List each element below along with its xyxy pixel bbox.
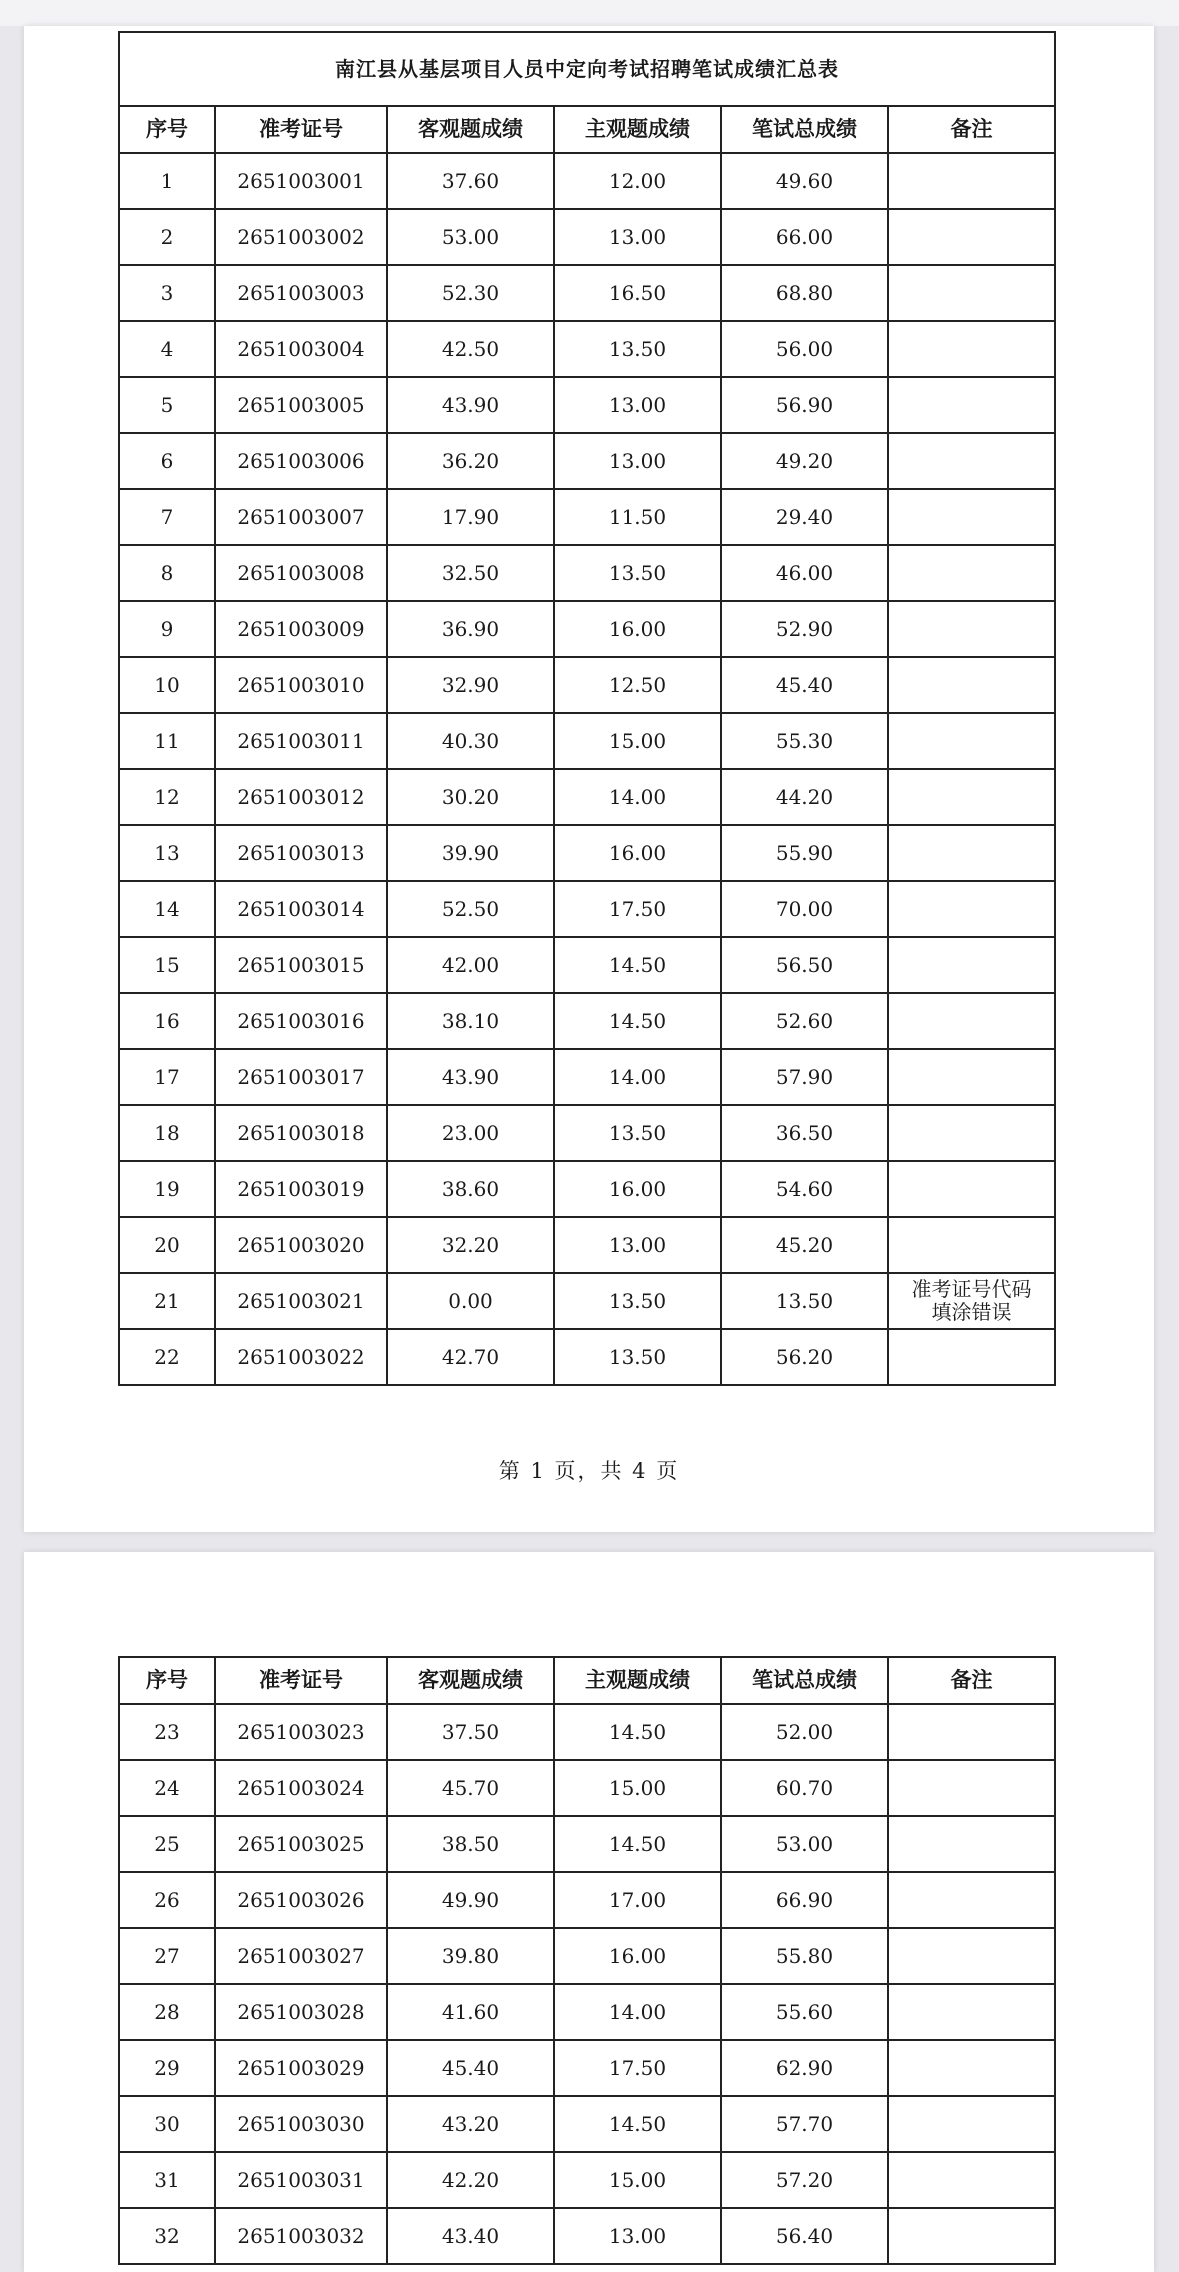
table-row <box>119 825 1055 881</box>
total-score: 55.90 <box>721 825 888 881</box>
objective-score: 52.30 <box>387 265 554 321</box>
remarks <box>888 769 1055 825</box>
total-score: 55.80 <box>721 1928 888 1984</box>
ticket-number: 2651003028 <box>215 1984 387 2040</box>
subjective-score: 13.50 <box>554 545 721 601</box>
objective-score: 38.60 <box>387 1161 554 1217</box>
table-row <box>119 209 1055 265</box>
total-score: 56.00 <box>721 321 888 377</box>
score-table-page-1 <box>118 31 1056 1386</box>
row-index: 22 <box>119 1329 215 1385</box>
ticket-number: 2651003017 <box>215 1049 387 1105</box>
objective-score: 49.90 <box>387 1872 554 1928</box>
ticket-number: 2651003029 <box>215 2040 387 2096</box>
ticket-number: 2651003019 <box>215 1161 387 1217</box>
objective-score: 53.00 <box>387 209 554 265</box>
remarks <box>888 1049 1055 1105</box>
table-row <box>119 153 1055 209</box>
total-score: 57.20 <box>721 2152 888 2208</box>
ticket-number: 2651003020 <box>215 1217 387 1273</box>
subjective-score: 12.00 <box>554 153 721 209</box>
ticket-number: 2651003008 <box>215 545 387 601</box>
table-row <box>119 1928 1055 1984</box>
table-row <box>119 2040 1055 2096</box>
objective-score: 42.50 <box>387 321 554 377</box>
table-row <box>119 1816 1055 1872</box>
table-row <box>119 993 1055 1049</box>
objective-score: 32.20 <box>387 1217 554 1273</box>
header-index: 序号 <box>119 106 215 153</box>
subjective-score: 13.50 <box>554 321 721 377</box>
row-index: 17 <box>119 1049 215 1105</box>
row-index: 29 <box>119 2040 215 2096</box>
row-index: 13 <box>119 825 215 881</box>
total-score: 44.20 <box>721 769 888 825</box>
table-row <box>119 2096 1055 2152</box>
total-score: 52.00 <box>721 1704 888 1760</box>
remarks <box>888 657 1055 713</box>
objective-score: 37.50 <box>387 1704 554 1760</box>
subjective-score: 13.00 <box>554 2208 721 2264</box>
ticket-number: 2651003010 <box>215 657 387 713</box>
document-page-1 <box>24 26 1154 1532</box>
remarks <box>888 209 1055 265</box>
document-page-2 <box>24 1552 1154 2272</box>
subjective-score: 13.00 <box>554 377 721 433</box>
subjective-score: 16.00 <box>554 825 721 881</box>
total-score: 60.70 <box>721 1760 888 1816</box>
remarks <box>888 1984 1055 2040</box>
remarks <box>888 1928 1055 1984</box>
header-total-score: 笔试总成绩 <box>721 1657 888 1704</box>
subjective-score: 14.00 <box>554 769 721 825</box>
subjective-score: 11.50 <box>554 489 721 545</box>
remarks <box>888 881 1055 937</box>
subjective-score: 16.00 <box>554 601 721 657</box>
subjective-score: 16.00 <box>554 1928 721 1984</box>
remarks <box>888 1105 1055 1161</box>
row-index: 14 <box>119 881 215 937</box>
total-score: 45.20 <box>721 1217 888 1273</box>
ticket-number: 2651003018 <box>215 1105 387 1161</box>
objective-score: 32.90 <box>387 657 554 713</box>
ticket-number: 2651003016 <box>215 993 387 1049</box>
subjective-score: 13.00 <box>554 209 721 265</box>
subjective-score: 16.50 <box>554 265 721 321</box>
subjective-score: 13.00 <box>554 433 721 489</box>
ticket-number: 2651003026 <box>215 1872 387 1928</box>
objective-score: 42.00 <box>387 937 554 993</box>
table-header-row <box>119 1657 1055 1704</box>
table-row <box>119 1217 1055 1273</box>
remarks <box>888 601 1055 657</box>
ticket-number: 2651003014 <box>215 881 387 937</box>
remarks <box>888 825 1055 881</box>
subjective-score: 13.50 <box>554 1329 721 1385</box>
header-subjective-score: 主观题成绩 <box>554 1657 721 1704</box>
table-row <box>119 489 1055 545</box>
header-objective-score: 客观题成绩 <box>387 106 554 153</box>
objective-score: 32.50 <box>387 545 554 601</box>
table-row <box>119 321 1055 377</box>
total-score: 66.90 <box>721 1872 888 1928</box>
objective-score: 23.00 <box>387 1105 554 1161</box>
subjective-score: 13.00 <box>554 1217 721 1273</box>
remarks <box>888 713 1055 769</box>
subjective-score: 17.50 <box>554 881 721 937</box>
row-index: 28 <box>119 1984 215 2040</box>
score-table-page-2 <box>118 1656 1056 2265</box>
ticket-number: 2651003031 <box>215 2152 387 2208</box>
total-score: 56.40 <box>721 2208 888 2264</box>
remarks <box>888 321 1055 377</box>
row-index: 7 <box>119 489 215 545</box>
objective-score: 40.30 <box>387 713 554 769</box>
table-row <box>119 1760 1055 1816</box>
objective-score: 36.20 <box>387 433 554 489</box>
remarks <box>888 433 1055 489</box>
row-index: 19 <box>119 1161 215 1217</box>
header-total-score: 笔试总成绩 <box>721 106 888 153</box>
ticket-number: 2651003023 <box>215 1704 387 1760</box>
remarks <box>888 489 1055 545</box>
ticket-number: 2651003003 <box>215 265 387 321</box>
total-score: 49.20 <box>721 433 888 489</box>
table-row <box>119 1704 1055 1760</box>
objective-score: 17.90 <box>387 489 554 545</box>
subjective-score: 17.50 <box>554 2040 721 2096</box>
remarks <box>888 1217 1055 1273</box>
total-score: 13.50 <box>721 1273 888 1329</box>
ticket-number: 2651003030 <box>215 2096 387 2152</box>
subjective-score: 12.50 <box>554 657 721 713</box>
table-row <box>119 2208 1055 2264</box>
table-row <box>119 2152 1055 2208</box>
table-row <box>119 545 1055 601</box>
remarks <box>888 937 1055 993</box>
subjective-score: 14.00 <box>554 1984 721 2040</box>
total-score: 57.90 <box>721 1049 888 1105</box>
row-index: 16 <box>119 993 215 1049</box>
objective-score: 52.50 <box>387 881 554 937</box>
row-index: 18 <box>119 1105 215 1161</box>
subjective-score: 14.50 <box>554 993 721 1049</box>
table-row <box>119 1161 1055 1217</box>
row-index: 2 <box>119 209 215 265</box>
subjective-score: 14.50 <box>554 1816 721 1872</box>
header-objective-score: 客观题成绩 <box>387 1657 554 1704</box>
row-index: 23 <box>119 1704 215 1760</box>
header-remarks: 备注 <box>888 1657 1055 1704</box>
total-score: 56.90 <box>721 377 888 433</box>
ticket-number: 2651003004 <box>215 321 387 377</box>
total-score: 68.80 <box>721 265 888 321</box>
total-score: 56.50 <box>721 937 888 993</box>
objective-score: 37.60 <box>387 153 554 209</box>
total-score: 46.00 <box>721 545 888 601</box>
subjective-score: 15.00 <box>554 2152 721 2208</box>
table-row <box>119 1049 1055 1105</box>
total-score: 56.20 <box>721 1329 888 1385</box>
row-index: 32 <box>119 2208 215 2264</box>
objective-score: 45.40 <box>387 2040 554 2096</box>
page-footer: 第 1 页，共 4 页 <box>498 1459 680 1483</box>
ticket-number: 2651003015 <box>215 937 387 993</box>
subjective-score: 17.00 <box>554 1872 721 1928</box>
ticket-number: 2651003009 <box>215 601 387 657</box>
subjective-score: 14.00 <box>554 1049 721 1105</box>
table-row <box>119 881 1055 937</box>
ticket-number: 2651003011 <box>215 713 387 769</box>
row-index: 20 <box>119 1217 215 1273</box>
remarks: 准考证号代码 填涂错误 <box>888 1273 1055 1329</box>
header-ticket-number: 准考证号 <box>215 1657 387 1704</box>
table-row <box>119 1105 1055 1161</box>
remarks <box>888 545 1055 601</box>
ticket-number: 2651003032 <box>215 2208 387 2264</box>
row-index: 11 <box>119 713 215 769</box>
remarks <box>888 2040 1055 2096</box>
ticket-number: 2651003005 <box>215 377 387 433</box>
table-row <box>119 1273 1055 1329</box>
objective-score: 0.00 <box>387 1273 554 1329</box>
subjective-score: 15.00 <box>554 713 721 769</box>
header-subjective-score: 主观题成绩 <box>554 106 721 153</box>
total-score: 45.40 <box>721 657 888 713</box>
row-index: 1 <box>119 153 215 209</box>
objective-score: 30.20 <box>387 769 554 825</box>
row-index: 6 <box>119 433 215 489</box>
row-index: 12 <box>119 769 215 825</box>
row-index: 5 <box>119 377 215 433</box>
objective-score: 38.50 <box>387 1816 554 1872</box>
ticket-number: 2651003001 <box>215 153 387 209</box>
subjective-score: 14.50 <box>554 1704 721 1760</box>
table-row <box>119 377 1055 433</box>
remarks <box>888 2096 1055 2152</box>
ticket-number: 2651003021 <box>215 1273 387 1329</box>
total-score: 53.00 <box>721 1816 888 1872</box>
table-title: 南江县从基层项目人员中定向考试招聘笔试成绩汇总表 <box>119 32 1055 106</box>
total-score: 49.60 <box>721 153 888 209</box>
row-index: 4 <box>119 321 215 377</box>
total-score: 55.30 <box>721 713 888 769</box>
table-row <box>119 937 1055 993</box>
objective-score: 38.10 <box>387 993 554 1049</box>
row-index: 8 <box>119 545 215 601</box>
remarks <box>888 1872 1055 1928</box>
remarks <box>888 1816 1055 1872</box>
remarks <box>888 1760 1055 1816</box>
total-score: 66.00 <box>721 209 888 265</box>
subjective-score: 14.50 <box>554 937 721 993</box>
header-remarks: 备注 <box>888 106 1055 153</box>
objective-score: 42.20 <box>387 2152 554 2208</box>
ticket-number: 2651003013 <box>215 825 387 881</box>
total-score: 62.90 <box>721 2040 888 2096</box>
total-score: 36.50 <box>721 1105 888 1161</box>
table-row <box>119 265 1055 321</box>
objective-score: 43.90 <box>387 1049 554 1105</box>
total-score: 52.60 <box>721 993 888 1049</box>
total-score: 52.90 <box>721 601 888 657</box>
table-row <box>119 1872 1055 1928</box>
objective-score: 41.60 <box>387 1984 554 2040</box>
header-ticket-number: 准考证号 <box>215 106 387 153</box>
objective-score: 43.40 <box>387 2208 554 2264</box>
remarks <box>888 1329 1055 1385</box>
subjective-score: 13.50 <box>554 1273 721 1329</box>
objective-score: 39.80 <box>387 1928 554 1984</box>
row-index: 27 <box>119 1928 215 1984</box>
remarks <box>888 2152 1055 2208</box>
remarks <box>888 1161 1055 1217</box>
viewer-top-bar <box>0 0 1179 26</box>
subjective-score: 13.50 <box>554 1105 721 1161</box>
remarks <box>888 2208 1055 2264</box>
table-row <box>119 769 1055 825</box>
header-index: 序号 <box>119 1657 215 1704</box>
ticket-number: 2651003012 <box>215 769 387 825</box>
table-row <box>119 601 1055 657</box>
ticket-number: 2651003025 <box>215 1816 387 1872</box>
row-index: 9 <box>119 601 215 657</box>
row-index: 31 <box>119 2152 215 2208</box>
table-row <box>119 657 1055 713</box>
table-row <box>119 1329 1055 1385</box>
objective-score: 45.70 <box>387 1760 554 1816</box>
table-title-row <box>119 32 1055 106</box>
table-row <box>119 713 1055 769</box>
ticket-number: 2651003022 <box>215 1329 387 1385</box>
total-score: 57.70 <box>721 2096 888 2152</box>
total-score: 55.60 <box>721 1984 888 2040</box>
objective-score: 39.90 <box>387 825 554 881</box>
table-header-row <box>119 106 1055 153</box>
row-index: 25 <box>119 1816 215 1872</box>
row-index: 21 <box>119 1273 215 1329</box>
remarks <box>888 265 1055 321</box>
subjective-score: 14.50 <box>554 2096 721 2152</box>
ticket-number: 2651003006 <box>215 433 387 489</box>
remarks <box>888 1704 1055 1760</box>
ticket-number: 2651003024 <box>215 1760 387 1816</box>
row-index: 10 <box>119 657 215 713</box>
ticket-number: 2651003027 <box>215 1928 387 1984</box>
remarks <box>888 377 1055 433</box>
total-score: 70.00 <box>721 881 888 937</box>
objective-score: 42.70 <box>387 1329 554 1385</box>
table-row <box>119 1984 1055 2040</box>
row-index: 30 <box>119 2096 215 2152</box>
row-index: 26 <box>119 1872 215 1928</box>
ticket-number: 2651003007 <box>215 489 387 545</box>
row-index: 3 <box>119 265 215 321</box>
ticket-number: 2651003002 <box>215 209 387 265</box>
objective-score: 43.20 <box>387 2096 554 2152</box>
remarks <box>888 993 1055 1049</box>
row-index: 24 <box>119 1760 215 1816</box>
objective-score: 36.90 <box>387 601 554 657</box>
objective-score: 43.90 <box>387 377 554 433</box>
total-score: 54.60 <box>721 1161 888 1217</box>
subjective-score: 16.00 <box>554 1161 721 1217</box>
remarks <box>888 153 1055 209</box>
subjective-score: 15.00 <box>554 1760 721 1816</box>
row-index: 15 <box>119 937 215 993</box>
table-row <box>119 433 1055 489</box>
total-score: 29.40 <box>721 489 888 545</box>
